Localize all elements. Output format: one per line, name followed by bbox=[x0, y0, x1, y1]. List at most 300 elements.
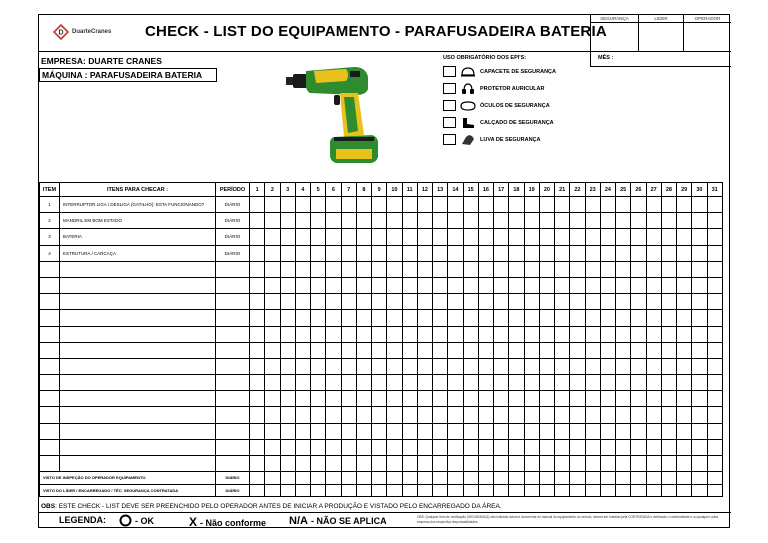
visto-day-cell[interactable] bbox=[280, 484, 295, 497]
day-cell[interactable] bbox=[661, 358, 676, 374]
day-cell[interactable] bbox=[570, 375, 585, 391]
day-cell[interactable] bbox=[387, 375, 402, 391]
day-cell[interactable] bbox=[341, 197, 356, 213]
day-cell[interactable] bbox=[494, 294, 509, 310]
visto-day-cell[interactable] bbox=[524, 472, 539, 485]
day-cell[interactable] bbox=[250, 197, 265, 213]
day-cell[interactable] bbox=[433, 229, 448, 245]
day-cell[interactable] bbox=[707, 342, 722, 358]
day-cell[interactable] bbox=[478, 310, 493, 326]
day-cell[interactable] bbox=[570, 197, 585, 213]
visto-day-cell[interactable] bbox=[417, 484, 432, 497]
day-cell[interactable] bbox=[387, 261, 402, 277]
day-cell[interactable] bbox=[326, 423, 341, 439]
day-cell[interactable] bbox=[524, 456, 539, 472]
day-cell[interactable] bbox=[539, 310, 554, 326]
day-cell[interactable] bbox=[326, 391, 341, 407]
visto-day-cell[interactable] bbox=[372, 484, 387, 497]
day-cell[interactable] bbox=[631, 407, 646, 423]
day-cell[interactable] bbox=[448, 342, 463, 358]
day-cell[interactable] bbox=[402, 358, 417, 374]
day-cell[interactable] bbox=[539, 358, 554, 374]
day-cell[interactable] bbox=[646, 310, 661, 326]
visto-day-cell[interactable] bbox=[463, 484, 478, 497]
day-cell[interactable] bbox=[372, 294, 387, 310]
day-cell[interactable] bbox=[387, 213, 402, 229]
day-cell[interactable] bbox=[707, 456, 722, 472]
day-cell[interactable] bbox=[524, 294, 539, 310]
day-cell[interactable] bbox=[524, 342, 539, 358]
day-cell[interactable] bbox=[341, 261, 356, 277]
day-cell[interactable] bbox=[463, 294, 478, 310]
day-cell[interactable] bbox=[616, 229, 631, 245]
day-cell[interactable] bbox=[265, 375, 280, 391]
day-cell[interactable] bbox=[250, 375, 265, 391]
day-cell[interactable] bbox=[372, 326, 387, 342]
day-cell[interactable] bbox=[585, 342, 600, 358]
day-cell[interactable] bbox=[570, 229, 585, 245]
day-cell[interactable] bbox=[478, 391, 493, 407]
day-cell[interactable] bbox=[539, 213, 554, 229]
day-cell[interactable] bbox=[402, 213, 417, 229]
visto-day-cell[interactable] bbox=[448, 472, 463, 485]
day-cell[interactable] bbox=[616, 197, 631, 213]
day-cell[interactable] bbox=[326, 213, 341, 229]
day-cell[interactable] bbox=[661, 375, 676, 391]
day-cell[interactable] bbox=[356, 358, 371, 374]
visto-day-cell[interactable] bbox=[402, 484, 417, 497]
day-cell[interactable] bbox=[570, 358, 585, 374]
day-cell[interactable] bbox=[387, 358, 402, 374]
day-cell[interactable] bbox=[585, 310, 600, 326]
day-cell[interactable] bbox=[509, 310, 524, 326]
day-cell[interactable] bbox=[585, 375, 600, 391]
visto-day-cell[interactable] bbox=[326, 472, 341, 485]
day-cell[interactable] bbox=[402, 261, 417, 277]
visto-day-cell[interactable] bbox=[555, 484, 570, 497]
day-cell[interactable] bbox=[295, 407, 310, 423]
day-cell[interactable] bbox=[509, 277, 524, 293]
day-cell[interactable] bbox=[311, 294, 326, 310]
day-cell[interactable] bbox=[631, 439, 646, 455]
day-cell[interactable] bbox=[707, 326, 722, 342]
day-cell[interactable] bbox=[539, 326, 554, 342]
visto-day-cell[interactable] bbox=[356, 472, 371, 485]
day-cell[interactable] bbox=[600, 342, 615, 358]
visto-day-cell[interactable] bbox=[311, 472, 326, 485]
day-cell[interactable] bbox=[295, 439, 310, 455]
day-cell[interactable] bbox=[433, 391, 448, 407]
day-cell[interactable] bbox=[524, 423, 539, 439]
day-cell[interactable] bbox=[387, 326, 402, 342]
day-cell[interactable] bbox=[707, 423, 722, 439]
day-cell[interactable] bbox=[372, 407, 387, 423]
day-cell[interactable] bbox=[478, 407, 493, 423]
day-cell[interactable] bbox=[326, 261, 341, 277]
day-cell[interactable] bbox=[692, 197, 707, 213]
day-cell[interactable] bbox=[250, 439, 265, 455]
day-cell[interactable] bbox=[539, 391, 554, 407]
day-cell[interactable] bbox=[387, 245, 402, 261]
day-cell[interactable] bbox=[494, 456, 509, 472]
visto-day-cell[interactable] bbox=[295, 472, 310, 485]
day-cell[interactable] bbox=[539, 229, 554, 245]
day-cell[interactable] bbox=[250, 391, 265, 407]
visto-day-cell[interactable] bbox=[661, 472, 676, 485]
day-cell[interactable] bbox=[341, 456, 356, 472]
day-cell[interactable] bbox=[494, 197, 509, 213]
day-cell[interactable] bbox=[524, 375, 539, 391]
visto-day-cell[interactable] bbox=[250, 472, 265, 485]
day-cell[interactable] bbox=[570, 456, 585, 472]
day-cell[interactable] bbox=[387, 423, 402, 439]
visto-day-cell[interactable] bbox=[600, 484, 615, 497]
day-cell[interactable] bbox=[707, 245, 722, 261]
day-cell[interactable] bbox=[677, 342, 692, 358]
day-cell[interactable] bbox=[631, 456, 646, 472]
day-cell[interactable] bbox=[646, 342, 661, 358]
day-cell[interactable] bbox=[433, 197, 448, 213]
day-cell[interactable] bbox=[265, 358, 280, 374]
day-cell[interactable] bbox=[539, 294, 554, 310]
day-cell[interactable] bbox=[677, 456, 692, 472]
day-cell[interactable] bbox=[585, 294, 600, 310]
day-cell[interactable] bbox=[463, 261, 478, 277]
day-cell[interactable] bbox=[311, 277, 326, 293]
day-cell[interactable] bbox=[448, 326, 463, 342]
day-cell[interactable] bbox=[509, 326, 524, 342]
day-cell[interactable] bbox=[280, 375, 295, 391]
visto-day-cell[interactable] bbox=[387, 484, 402, 497]
day-cell[interactable] bbox=[311, 375, 326, 391]
day-cell[interactable] bbox=[372, 261, 387, 277]
day-cell[interactable] bbox=[265, 326, 280, 342]
day-cell[interactable] bbox=[585, 277, 600, 293]
day-cell[interactable] bbox=[570, 310, 585, 326]
day-cell[interactable] bbox=[402, 407, 417, 423]
day-cell[interactable] bbox=[463, 375, 478, 391]
day-cell[interactable] bbox=[387, 342, 402, 358]
day-cell[interactable] bbox=[570, 213, 585, 229]
day-cell[interactable] bbox=[494, 261, 509, 277]
day-cell[interactable] bbox=[478, 294, 493, 310]
day-cell[interactable] bbox=[265, 229, 280, 245]
day-cell[interactable] bbox=[494, 310, 509, 326]
day-cell[interactable] bbox=[616, 375, 631, 391]
day-cell[interactable] bbox=[646, 439, 661, 455]
day-cell[interactable] bbox=[677, 407, 692, 423]
day-cell[interactable] bbox=[570, 423, 585, 439]
visto-day-cell[interactable] bbox=[539, 472, 554, 485]
day-cell[interactable] bbox=[585, 439, 600, 455]
day-cell[interactable] bbox=[433, 407, 448, 423]
day-cell[interactable] bbox=[280, 439, 295, 455]
day-cell[interactable] bbox=[280, 423, 295, 439]
visto-day-cell[interactable] bbox=[555, 472, 570, 485]
day-cell[interactable] bbox=[478, 423, 493, 439]
day-cell[interactable] bbox=[600, 407, 615, 423]
day-cell[interactable] bbox=[509, 375, 524, 391]
day-cell[interactable] bbox=[311, 342, 326, 358]
day-cell[interactable] bbox=[524, 277, 539, 293]
day-cell[interactable] bbox=[539, 261, 554, 277]
day-cell[interactable] bbox=[646, 294, 661, 310]
day-cell[interactable] bbox=[646, 277, 661, 293]
day-cell[interactable] bbox=[387, 310, 402, 326]
day-cell[interactable] bbox=[494, 391, 509, 407]
day-cell[interactable] bbox=[646, 229, 661, 245]
day-cell[interactable] bbox=[539, 407, 554, 423]
day-cell[interactable] bbox=[555, 375, 570, 391]
day-cell[interactable] bbox=[616, 423, 631, 439]
visto-day-cell[interactable] bbox=[448, 484, 463, 497]
day-cell[interactable] bbox=[463, 245, 478, 261]
day-cell[interactable] bbox=[265, 407, 280, 423]
day-cell[interactable] bbox=[661, 456, 676, 472]
day-cell[interactable] bbox=[295, 326, 310, 342]
visto-day-cell[interactable] bbox=[677, 472, 692, 485]
day-cell[interactable] bbox=[280, 294, 295, 310]
day-cell[interactable] bbox=[280, 197, 295, 213]
day-cell[interactable] bbox=[677, 439, 692, 455]
day-cell[interactable] bbox=[448, 213, 463, 229]
day-cell[interactable] bbox=[478, 197, 493, 213]
visto-day-cell[interactable] bbox=[692, 472, 707, 485]
day-cell[interactable] bbox=[646, 245, 661, 261]
day-cell[interactable] bbox=[250, 407, 265, 423]
day-cell[interactable] bbox=[585, 245, 600, 261]
day-cell[interactable] bbox=[463, 197, 478, 213]
day-cell[interactable] bbox=[631, 213, 646, 229]
day-cell[interactable] bbox=[616, 342, 631, 358]
day-cell[interactable] bbox=[280, 391, 295, 407]
day-cell[interactable] bbox=[570, 342, 585, 358]
day-cell[interactable] bbox=[402, 423, 417, 439]
day-cell[interactable] bbox=[356, 391, 371, 407]
day-cell[interactable] bbox=[646, 197, 661, 213]
day-cell[interactable] bbox=[295, 277, 310, 293]
visto-day-cell[interactable] bbox=[295, 484, 310, 497]
day-cell[interactable] bbox=[356, 342, 371, 358]
visto-day-cell[interactable] bbox=[387, 472, 402, 485]
day-cell[interactable] bbox=[555, 294, 570, 310]
day-cell[interactable] bbox=[463, 326, 478, 342]
visto-day-cell[interactable] bbox=[616, 484, 631, 497]
day-cell[interactable] bbox=[311, 213, 326, 229]
day-cell[interactable] bbox=[372, 423, 387, 439]
day-cell[interactable] bbox=[509, 229, 524, 245]
day-cell[interactable] bbox=[387, 391, 402, 407]
day-cell[interactable] bbox=[341, 294, 356, 310]
day-cell[interactable] bbox=[280, 277, 295, 293]
visto-day-cell[interactable] bbox=[631, 484, 646, 497]
day-cell[interactable] bbox=[295, 423, 310, 439]
day-cell[interactable] bbox=[616, 310, 631, 326]
day-cell[interactable] bbox=[356, 277, 371, 293]
day-cell[interactable] bbox=[265, 245, 280, 261]
visto-day-cell[interactable] bbox=[326, 484, 341, 497]
day-cell[interactable] bbox=[311, 439, 326, 455]
day-cell[interactable] bbox=[555, 439, 570, 455]
day-cell[interactable] bbox=[341, 277, 356, 293]
day-cell[interactable] bbox=[341, 310, 356, 326]
visto-day-cell[interactable] bbox=[646, 472, 661, 485]
day-cell[interactable] bbox=[372, 391, 387, 407]
day-cell[interactable] bbox=[326, 456, 341, 472]
visto-day-cell[interactable] bbox=[463, 472, 478, 485]
mes-field[interactable] bbox=[590, 51, 731, 67]
epi-checkbox[interactable] bbox=[443, 117, 456, 128]
day-cell[interactable] bbox=[509, 358, 524, 374]
day-cell[interactable] bbox=[387, 197, 402, 213]
visto-day-cell[interactable] bbox=[478, 472, 493, 485]
day-cell[interactable] bbox=[677, 229, 692, 245]
day-cell[interactable] bbox=[402, 310, 417, 326]
day-cell[interactable] bbox=[295, 456, 310, 472]
day-cell[interactable] bbox=[341, 423, 356, 439]
day-cell[interactable] bbox=[524, 439, 539, 455]
day-cell[interactable] bbox=[631, 375, 646, 391]
day-cell[interactable] bbox=[494, 407, 509, 423]
visto-day-cell[interactable] bbox=[265, 472, 280, 485]
day-cell[interactable] bbox=[692, 391, 707, 407]
day-cell[interactable] bbox=[356, 261, 371, 277]
day-cell[interactable] bbox=[478, 229, 493, 245]
day-cell[interactable] bbox=[417, 213, 432, 229]
day-cell[interactable] bbox=[677, 261, 692, 277]
day-cell[interactable] bbox=[463, 358, 478, 374]
day-cell[interactable] bbox=[295, 245, 310, 261]
day-cell[interactable] bbox=[417, 277, 432, 293]
day-cell[interactable] bbox=[326, 277, 341, 293]
visto-day-cell[interactable] bbox=[661, 484, 676, 497]
day-cell[interactable] bbox=[616, 213, 631, 229]
day-cell[interactable] bbox=[692, 326, 707, 342]
visto-day-cell[interactable] bbox=[356, 484, 371, 497]
day-cell[interactable] bbox=[646, 391, 661, 407]
visto-day-cell[interactable] bbox=[250, 484, 265, 497]
day-cell[interactable] bbox=[677, 277, 692, 293]
day-cell[interactable] bbox=[402, 277, 417, 293]
day-cell[interactable] bbox=[600, 294, 615, 310]
day-cell[interactable] bbox=[311, 310, 326, 326]
visto-day-cell[interactable] bbox=[600, 472, 615, 485]
day-cell[interactable] bbox=[570, 277, 585, 293]
day-cell[interactable] bbox=[463, 439, 478, 455]
visto-day-cell[interactable] bbox=[433, 472, 448, 485]
day-cell[interactable] bbox=[509, 456, 524, 472]
day-cell[interactable] bbox=[677, 423, 692, 439]
day-cell[interactable] bbox=[448, 197, 463, 213]
day-cell[interactable] bbox=[372, 245, 387, 261]
day-cell[interactable] bbox=[692, 456, 707, 472]
day-cell[interactable] bbox=[555, 197, 570, 213]
day-cell[interactable] bbox=[417, 310, 432, 326]
day-cell[interactable] bbox=[539, 375, 554, 391]
day-cell[interactable] bbox=[631, 342, 646, 358]
day-cell[interactable] bbox=[280, 326, 295, 342]
day-cell[interactable] bbox=[250, 294, 265, 310]
day-cell[interactable] bbox=[417, 423, 432, 439]
day-cell[interactable] bbox=[677, 245, 692, 261]
day-cell[interactable] bbox=[341, 342, 356, 358]
day-cell[interactable] bbox=[539, 423, 554, 439]
day-cell[interactable] bbox=[692, 375, 707, 391]
day-cell[interactable] bbox=[402, 456, 417, 472]
day-cell[interactable] bbox=[646, 326, 661, 342]
day-cell[interactable] bbox=[295, 294, 310, 310]
day-cell[interactable] bbox=[372, 342, 387, 358]
day-cell[interactable] bbox=[616, 245, 631, 261]
day-cell[interactable] bbox=[661, 245, 676, 261]
day-cell[interactable] bbox=[402, 197, 417, 213]
day-cell[interactable] bbox=[265, 342, 280, 358]
day-cell[interactable] bbox=[448, 277, 463, 293]
day-cell[interactable] bbox=[280, 456, 295, 472]
day-cell[interactable] bbox=[600, 391, 615, 407]
day-cell[interactable] bbox=[555, 358, 570, 374]
day-cell[interactable] bbox=[707, 407, 722, 423]
day-cell[interactable] bbox=[616, 358, 631, 374]
day-cell[interactable] bbox=[631, 229, 646, 245]
day-cell[interactable] bbox=[555, 229, 570, 245]
day-cell[interactable] bbox=[478, 375, 493, 391]
day-cell[interactable] bbox=[372, 213, 387, 229]
day-cell[interactable] bbox=[494, 342, 509, 358]
day-cell[interactable] bbox=[448, 375, 463, 391]
day-cell[interactable] bbox=[280, 358, 295, 374]
day-cell[interactable] bbox=[631, 423, 646, 439]
day-cell[interactable] bbox=[509, 245, 524, 261]
day-cell[interactable] bbox=[433, 213, 448, 229]
epi-checkbox[interactable] bbox=[443, 100, 456, 111]
day-cell[interactable] bbox=[417, 391, 432, 407]
day-cell[interactable] bbox=[600, 213, 615, 229]
day-cell[interactable] bbox=[646, 423, 661, 439]
visto-day-cell[interactable] bbox=[311, 484, 326, 497]
day-cell[interactable] bbox=[585, 229, 600, 245]
day-cell[interactable] bbox=[661, 229, 676, 245]
day-cell[interactable] bbox=[311, 391, 326, 407]
day-cell[interactable] bbox=[600, 277, 615, 293]
day-cell[interactable] bbox=[356, 229, 371, 245]
day-cell[interactable] bbox=[692, 245, 707, 261]
day-cell[interactable] bbox=[524, 245, 539, 261]
day-cell[interactable] bbox=[478, 245, 493, 261]
day-cell[interactable] bbox=[600, 439, 615, 455]
day-cell[interactable] bbox=[463, 456, 478, 472]
day-cell[interactable] bbox=[600, 456, 615, 472]
day-cell[interactable] bbox=[311, 229, 326, 245]
day-cell[interactable] bbox=[280, 310, 295, 326]
visto-day-cell[interactable] bbox=[570, 484, 585, 497]
day-cell[interactable] bbox=[570, 439, 585, 455]
visto-day-cell[interactable] bbox=[341, 472, 356, 485]
day-cell[interactable] bbox=[295, 391, 310, 407]
day-cell[interactable] bbox=[539, 277, 554, 293]
visto-day-cell[interactable] bbox=[631, 472, 646, 485]
day-cell[interactable] bbox=[555, 213, 570, 229]
day-cell[interactable] bbox=[494, 439, 509, 455]
day-cell[interactable] bbox=[372, 439, 387, 455]
signature-box-lider[interactable] bbox=[638, 15, 683, 51]
day-cell[interactable] bbox=[417, 439, 432, 455]
day-cell[interactable] bbox=[448, 407, 463, 423]
day-cell[interactable] bbox=[265, 261, 280, 277]
day-cell[interactable] bbox=[661, 423, 676, 439]
day-cell[interactable] bbox=[707, 358, 722, 374]
day-cell[interactable] bbox=[295, 375, 310, 391]
